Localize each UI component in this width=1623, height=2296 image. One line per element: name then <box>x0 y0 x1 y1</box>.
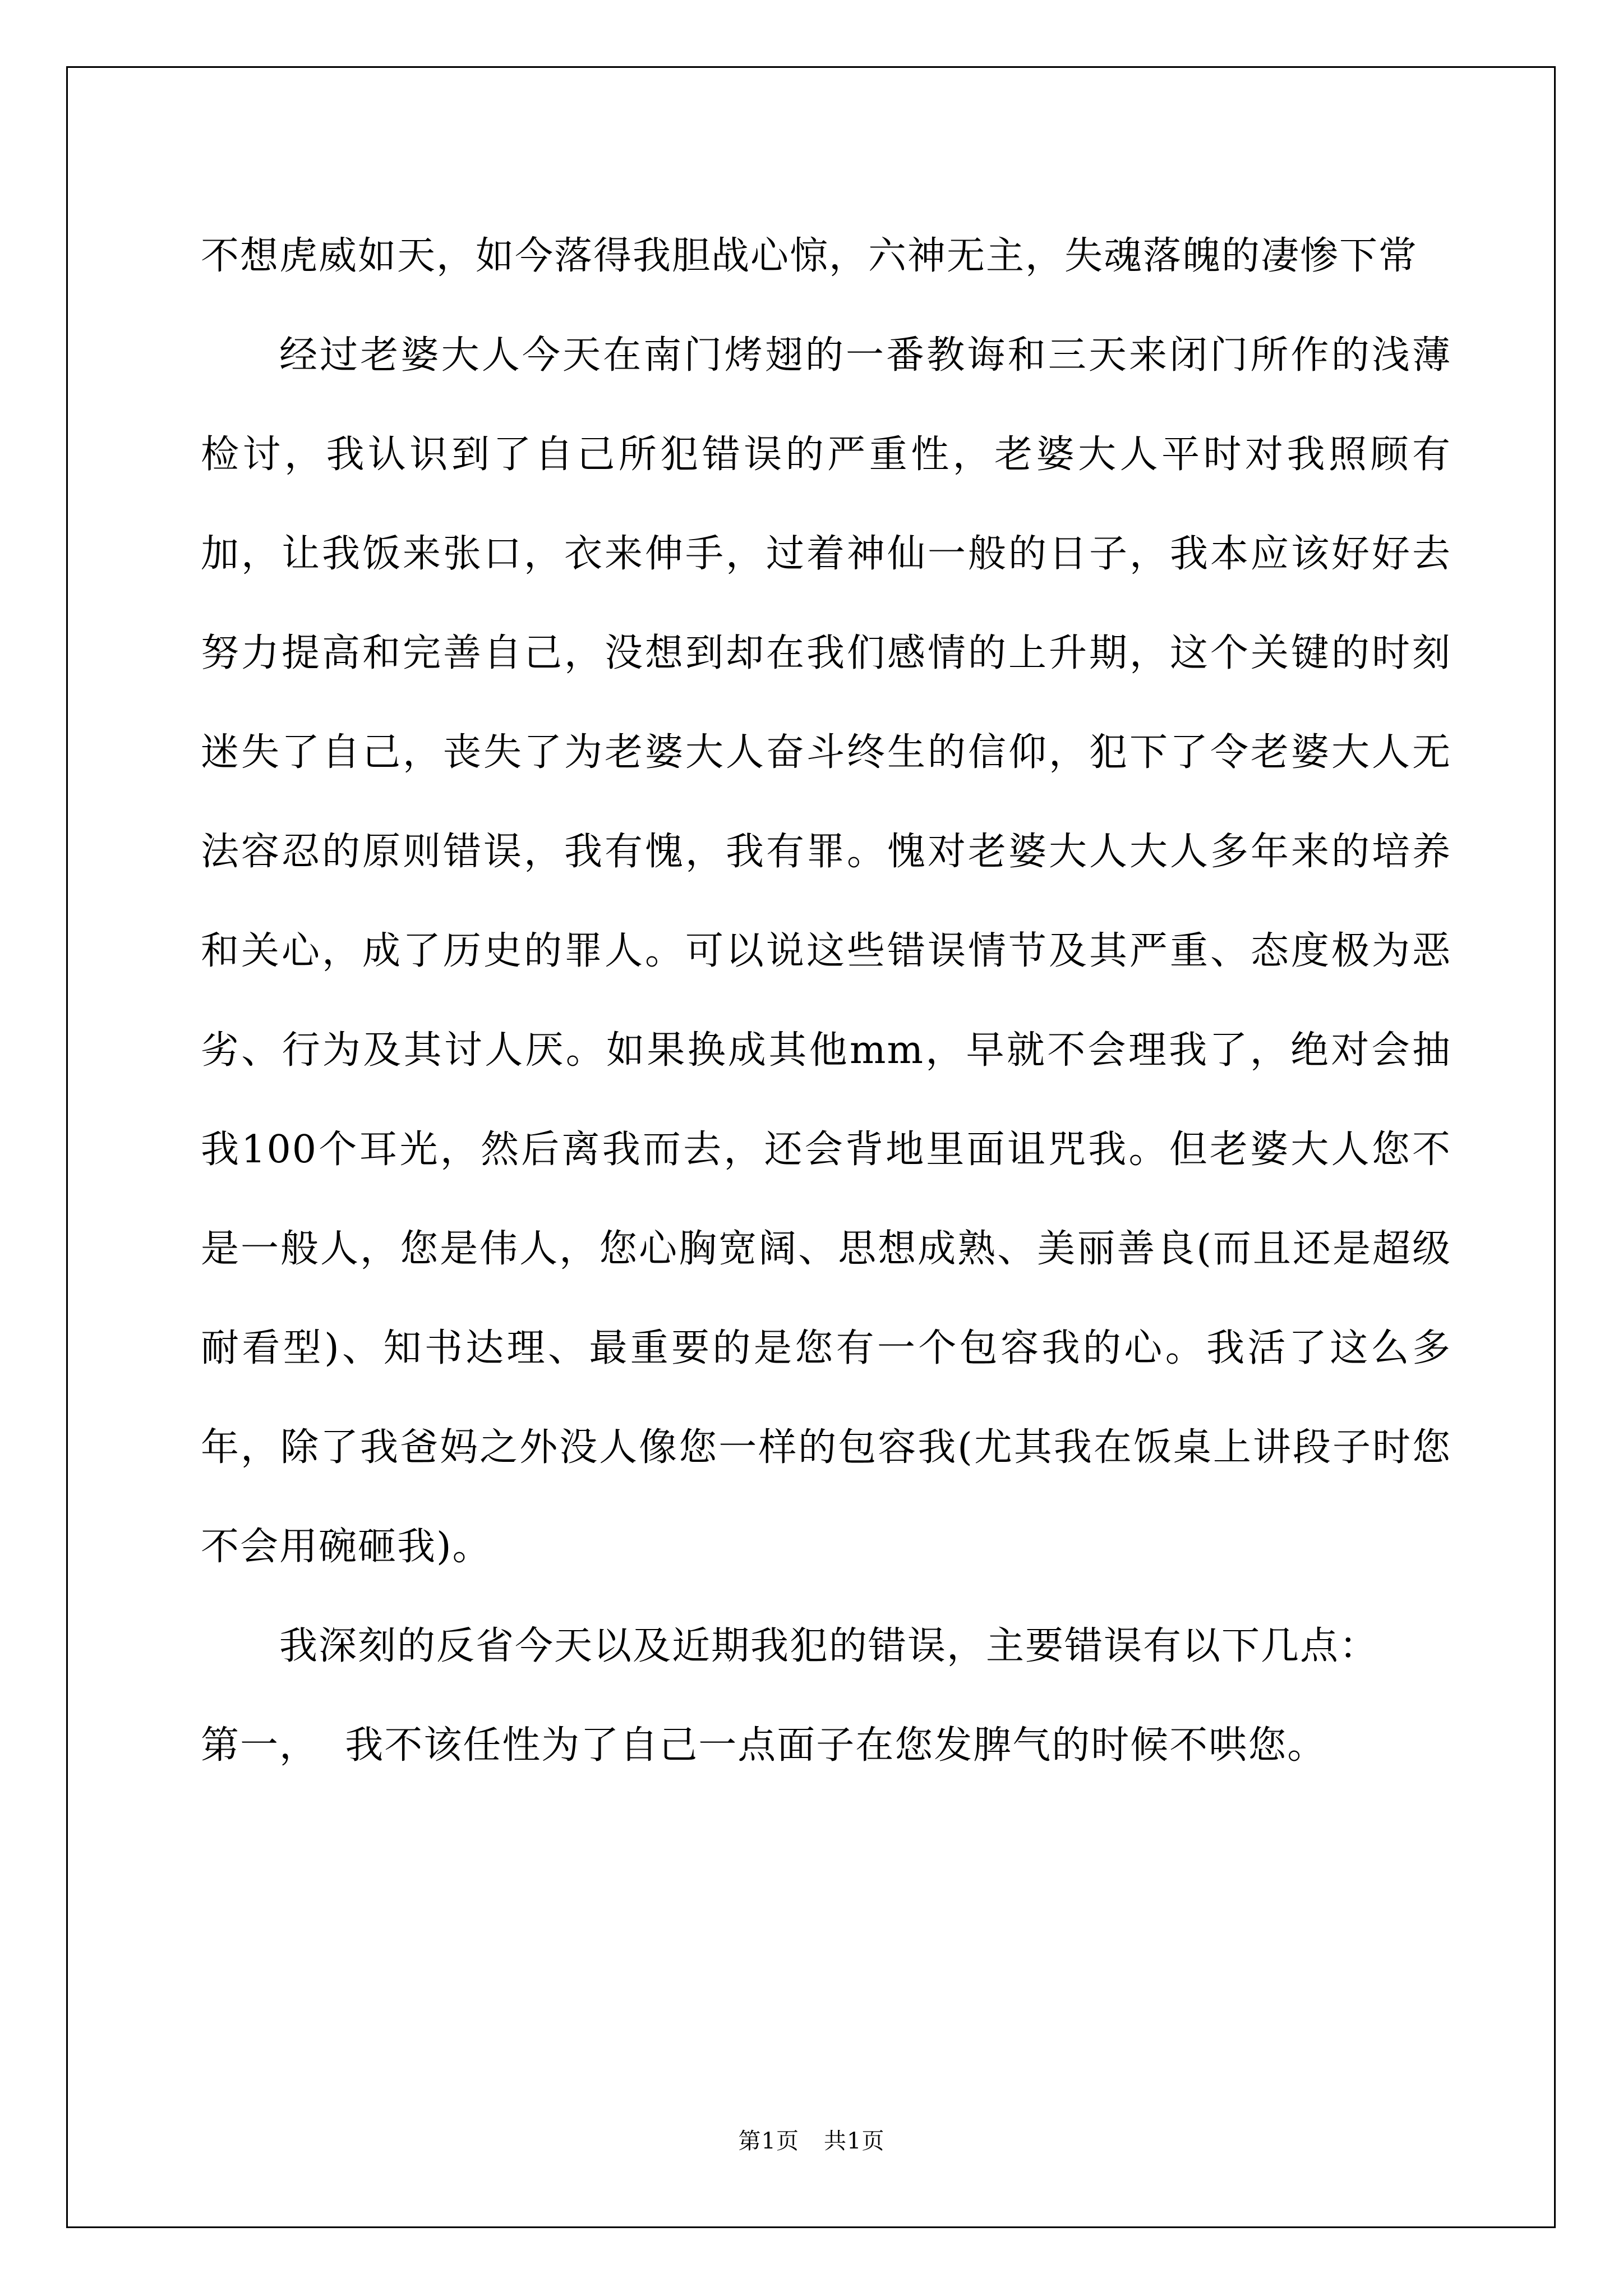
paragraph-2: 经过老婆大人今天在南门烤翅的一番教诲和三天来闭门所作的浅薄检讨，我认识到了自己所犯错误的严重性，老婆大人平时对我照顾有加，让我饭来张口，衣来伸手，过着神仙一般的日子，我本应该好好去努力提高和完善自己，没想到却在我们感情的上升期，这个关键的时刻迷失了自己，丧失了为老婆大人奋斗终生的信仰，犯下了令老婆大人无法容忍的原则错误，我有愧，我有罪。愧对老婆大人大人多年来的培养和关心，成了历史的罪人。可以说这些错误情节及其严重、态度极为恶劣、行为及其讨人厌。如果换成其他mm，早就不会理我了，绝对会抽我100个耳光，然后离我而去，还会背地里面诅咒我。但老婆大人您不是一般人，您是伟人，您心胸宽阔、思想成熟、美丽善良(而且还是超级耐看型)、知书达理、最重要的是您有一个包容我的心。我活了这么多年，除了我爸妈之外没人像您一样的包容我(尤其我在饭桌上讲段子时您不会用碗砸我)。 <box>201 333 1451 1569</box>
paragraph-4: 第一， 我不该任性为了自己一点面子在您发脾气的时候不哄您。 <box>201 1723 1327 1768</box>
document-body <box>201 206 1451 1795</box>
page-number: 第1页 <box>738 2128 799 2154</box>
page-total: 共1页 <box>824 2128 885 2154</box>
paragraph-3: 我深刻的反省今天以及近期我犯的错误，主要错误有以下几点： <box>279 1624 1379 1668</box>
paragraph-1: 不想虎威如天，如今落得我胆战心惊，六神无主，失魂落魄的凄惨下常 <box>201 234 1418 278</box>
page-footer <box>0 2127 1623 2155</box>
